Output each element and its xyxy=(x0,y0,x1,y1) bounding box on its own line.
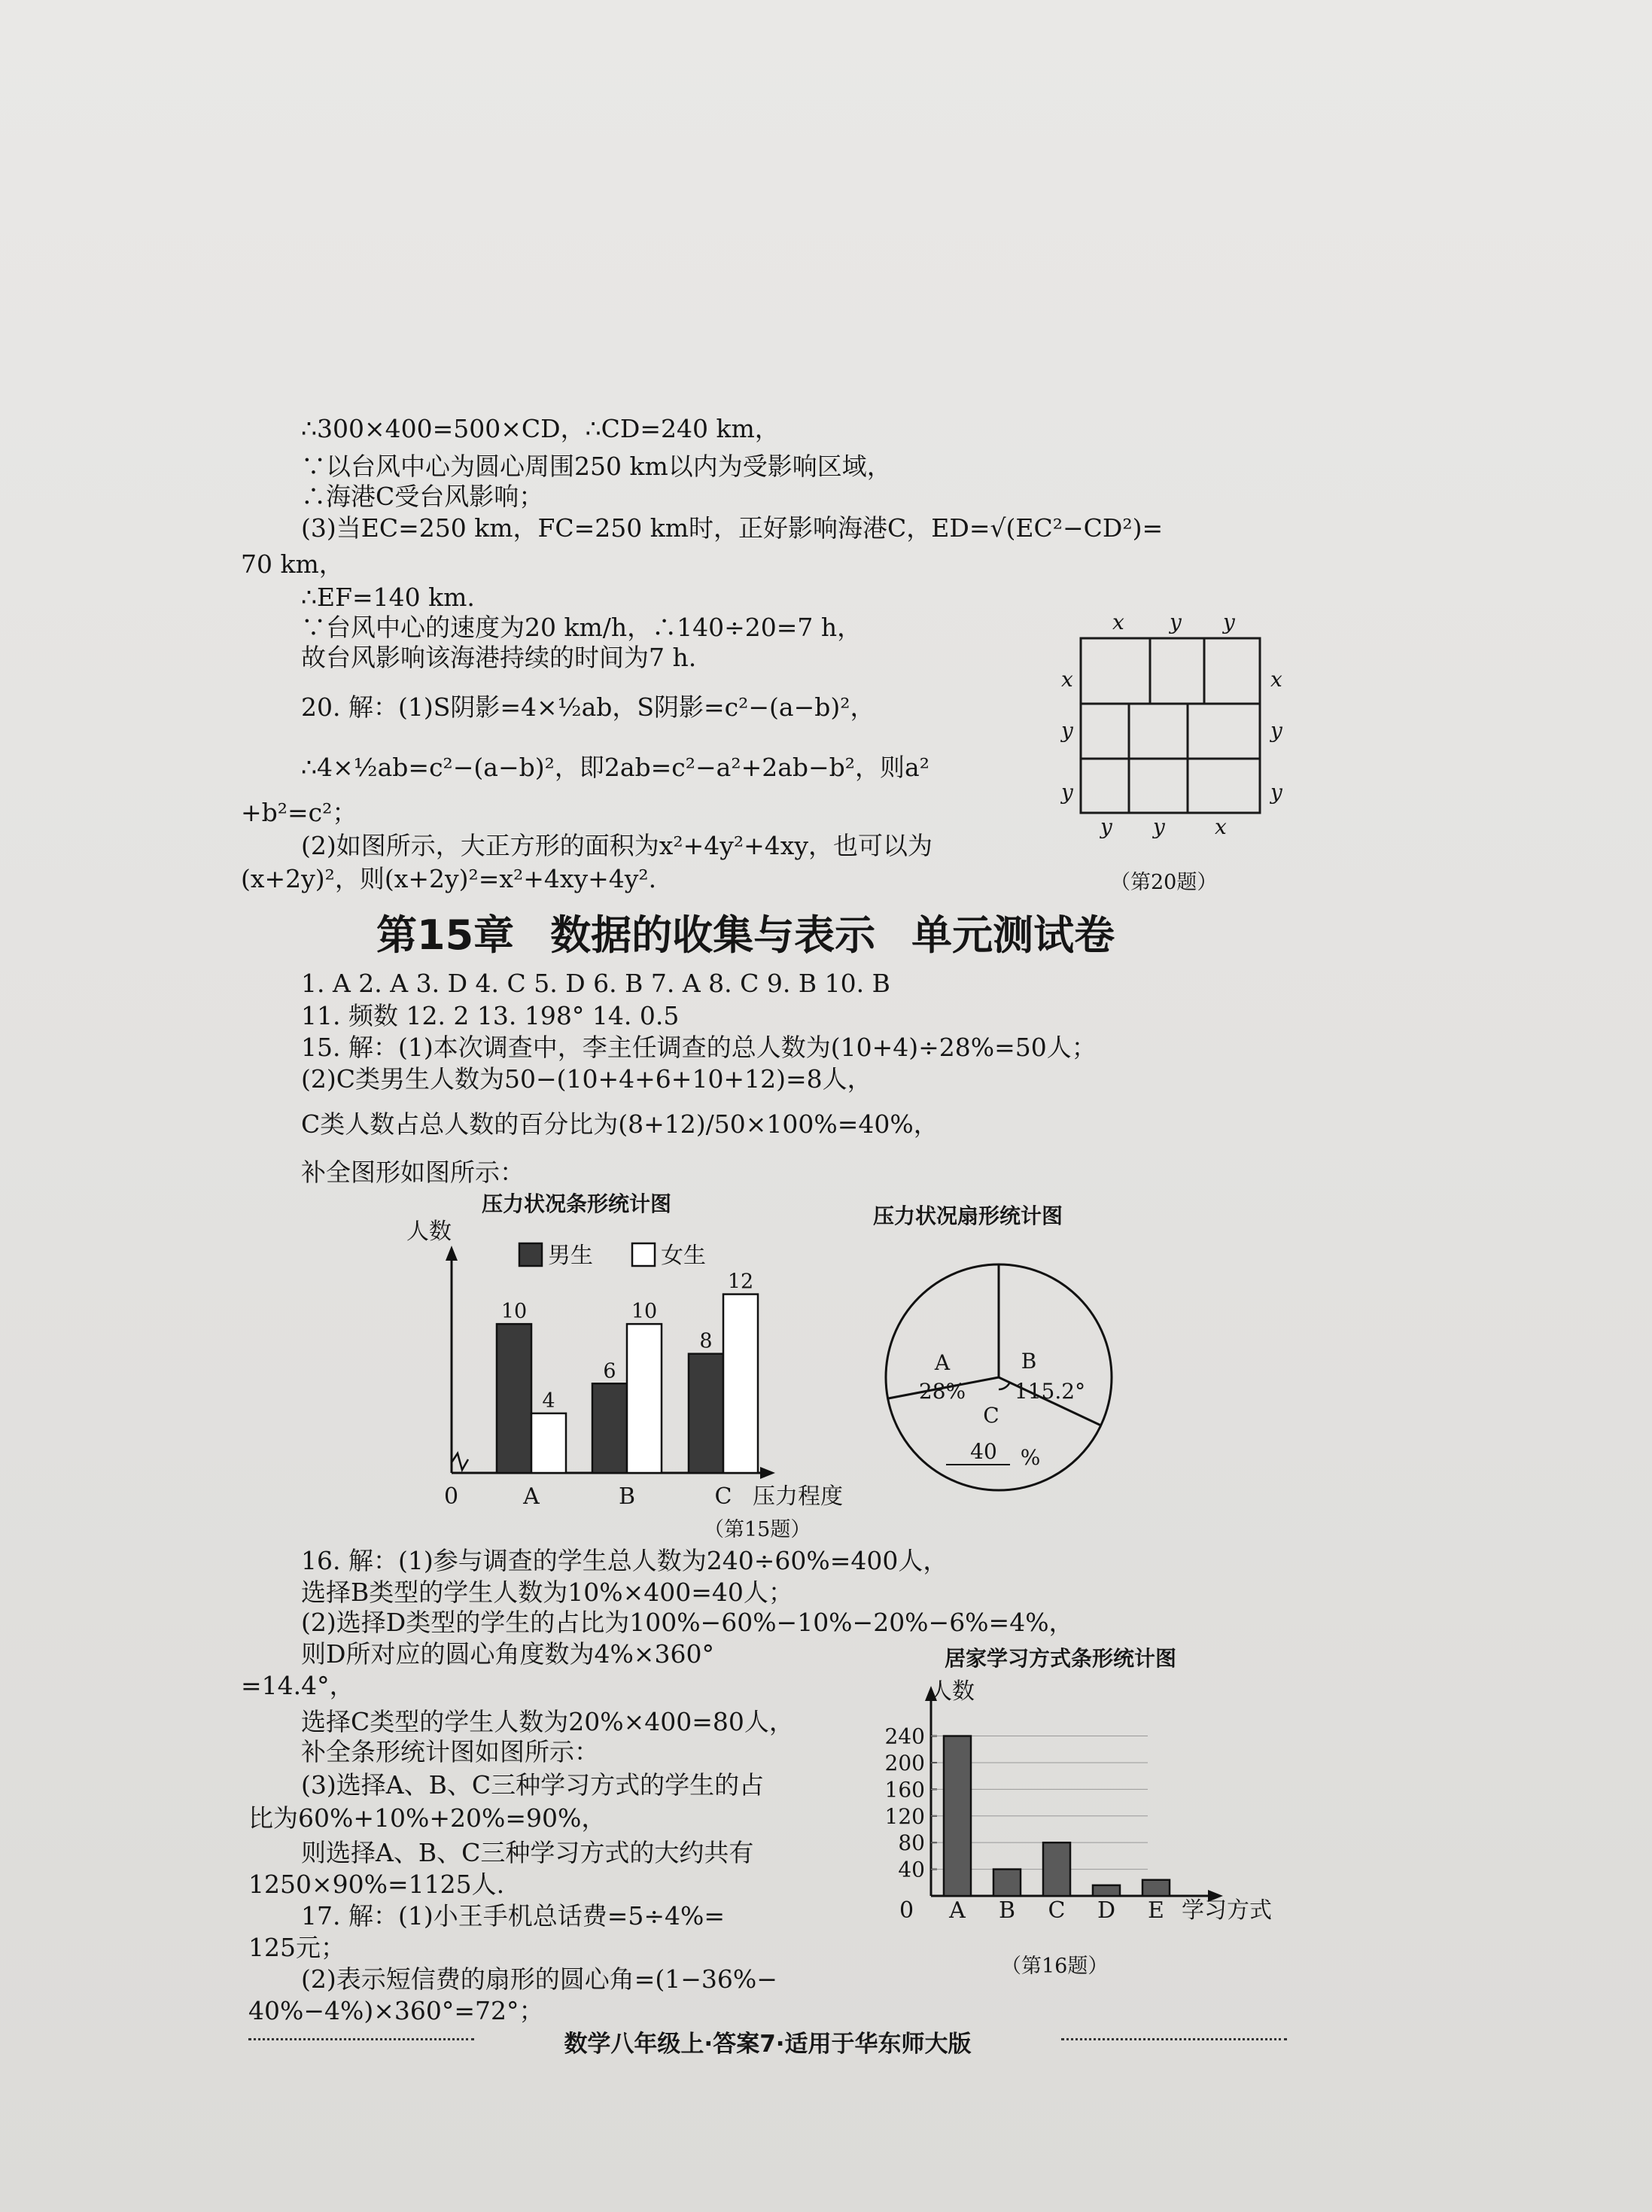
x-axis-arrow xyxy=(760,1467,775,1479)
text-line: 125元； xyxy=(248,1933,345,1962)
grid-label: x xyxy=(1061,667,1073,692)
chapter-title xyxy=(376,903,1151,961)
grid-label: y xyxy=(1270,780,1282,805)
y-tick-label: 200 xyxy=(884,1750,925,1775)
category-label: B xyxy=(618,1483,636,1510)
answer-line: 1. A 2. A 3. D 4. C 5. D 6. B 7. A 8. C 9. B 10. B xyxy=(301,969,890,998)
text-line: 补全条形统计图如图所示： xyxy=(301,1737,599,1766)
pie-slice-label: B xyxy=(1021,1349,1037,1374)
bar-value-label: 10 xyxy=(631,1300,658,1324)
y-tick-label: 80 xyxy=(898,1830,925,1856)
bar-value-label: 10 xyxy=(500,1300,528,1324)
text-line: ∵以台风中心为圆心周围250 km以内为受影响区域， xyxy=(301,452,892,481)
text-line: 补全图形如图所示： xyxy=(301,1158,525,1187)
grid-label: y xyxy=(1153,814,1165,839)
text-line: 40%−4%)×360°=72°； xyxy=(248,1996,544,2025)
origin-label: 0 xyxy=(444,1483,459,1510)
text-line: (3)当EC=250 km，FC=250 km时，正好影响海港C，ED=√(EC²−CD²)= xyxy=(301,513,1164,543)
text-line: 15. 解：(1)本次调查中，李主任调查的总人数为(10+4)÷28%=50人； xyxy=(301,1033,1097,1062)
text-line: 比为60%+10%+20%=90%， xyxy=(248,1803,607,1833)
figure-caption: （第16题） xyxy=(1001,1955,1109,1978)
pie-slice-label: A xyxy=(934,1350,951,1375)
text-line: ∴4×½ab=c²−(a−b)²，即2ab=c²−a²+2ab−b²，则a² xyxy=(301,753,929,782)
top-labels xyxy=(1060,610,1283,839)
grid-label: x xyxy=(1270,667,1282,692)
pie-slice-value: 115.2° xyxy=(1014,1379,1086,1404)
text-line: 则选择A、B、C三种学习方式的大约共有 xyxy=(301,1838,754,1867)
footer-text: 数学八年级上·答案7·适用于华东师大版 xyxy=(564,2031,972,2058)
category-label: D xyxy=(1097,1897,1116,1924)
bar xyxy=(1142,1880,1170,1896)
square-grid-figure xyxy=(1054,602,1302,866)
legend-swatch xyxy=(519,1243,542,1266)
figure-caption: （第15题） xyxy=(704,1518,811,1541)
text-line: =14.4°， xyxy=(241,1671,354,1700)
chapter-subtitle: 单元测试卷 xyxy=(911,911,1115,959)
bar xyxy=(689,1354,723,1473)
chart-title: 压力状况扇形统计图 xyxy=(873,1203,1063,1228)
text-line: C类人数占总人数的百分比为(8+12)/50×100%=40%， xyxy=(301,1109,939,1139)
text-line: ∴EF=140 km. xyxy=(301,583,475,612)
text-line: 故台风影响该海港持续的时间为7 h. xyxy=(301,643,697,672)
legend-label: 男生 xyxy=(548,1243,593,1269)
bar xyxy=(1043,1842,1070,1896)
grid-label: y xyxy=(1223,610,1235,634)
bar xyxy=(993,1870,1021,1896)
y-tick-label: 40 xyxy=(898,1857,925,1882)
category-label: A xyxy=(523,1483,540,1510)
bar xyxy=(723,1295,758,1473)
pie-slice-value: 28% xyxy=(918,1379,966,1404)
category-label: E xyxy=(1148,1897,1164,1924)
text-line: (3)选择A、B、C三种学习方式的学生的占 xyxy=(301,1770,765,1800)
text-line: 70 km， xyxy=(241,549,344,579)
figure-caption: （第20题） xyxy=(1110,871,1218,894)
pie-slice-value: 40 xyxy=(970,1439,997,1464)
pie-slice-label: C xyxy=(983,1403,999,1428)
bar xyxy=(1093,1885,1120,1896)
bar xyxy=(497,1324,531,1473)
pressure-bar-chart xyxy=(406,1219,873,1535)
y-tick-label: 160 xyxy=(884,1777,925,1803)
legend-label: 女生 xyxy=(661,1243,706,1269)
y-axis-label: 人数 xyxy=(406,1219,452,1245)
text-line: ∴海港C受台风影响； xyxy=(301,482,544,511)
grid-label: y xyxy=(1170,610,1182,634)
bar-value-label: 4 xyxy=(542,1389,555,1413)
pressure-pie-chart xyxy=(873,1249,1159,1505)
y-tick-label: 120 xyxy=(884,1803,925,1829)
y-axis-arrow xyxy=(446,1246,458,1261)
footer-divider xyxy=(248,2038,474,2040)
text-line: ∵台风中心的速度为20 km/h，∴140÷20=7 h， xyxy=(301,613,863,642)
chart-title: 居家学习方式条形统计图 xyxy=(945,1646,1177,1671)
study-method-bar-chart xyxy=(877,1678,1298,1942)
category-label: A xyxy=(949,1897,966,1924)
x-axis-label: 压力程度 xyxy=(753,1483,843,1510)
category-label: C xyxy=(714,1483,732,1510)
grid-label: y xyxy=(1270,718,1282,743)
chapter-name: 数据的收集与表示 xyxy=(550,911,876,959)
bar-value-label: 6 xyxy=(603,1359,616,1383)
bar-value-label: 12 xyxy=(727,1270,754,1294)
grid-label: x xyxy=(1215,814,1227,839)
text-line: (2)如图所示，大正方形的面积为x²+4y²+4xy，也可以为 xyxy=(301,831,933,860)
bar xyxy=(627,1324,662,1473)
page-footer xyxy=(248,2025,1287,2058)
category-label: B xyxy=(998,1897,1016,1924)
bar xyxy=(944,1736,971,1896)
text-line: 则D所对应的圆心角度数为4%×360° xyxy=(301,1639,714,1669)
text-line: +b²=c²； xyxy=(241,798,357,827)
angle-arc xyxy=(999,1383,1009,1389)
text-line: 20. 解：(1)S阴影=4×½ab，S阴影=c²−(a−b)²， xyxy=(301,692,875,722)
text-line: 17. 解：(1)小王手机总话费=5÷4%= xyxy=(301,1901,726,1931)
text-line: 选择B类型的学生人数为10%×400=40人； xyxy=(301,1578,793,1607)
text-line: (x+2y)²，则(x+2y)²=x²+4xy+4y². xyxy=(241,864,657,893)
grid-label: x xyxy=(1112,610,1124,634)
text-line: (2)表示短信费的扇形的圆心角=(1−36%− xyxy=(301,1964,777,1994)
origin-label: 0 xyxy=(899,1897,914,1924)
x-axis-label: 学习方式 xyxy=(1182,1897,1272,1924)
chart-title: 压力状况条形统计图 xyxy=(482,1191,672,1216)
text-line: (2)C类男生人数为50−(10+4+6+10+12)=8人， xyxy=(301,1064,872,1094)
grid-label: y xyxy=(1061,780,1073,805)
percent-suffix: % xyxy=(1020,1445,1041,1470)
text-line: 16. 解：(1)参与调查的学生总人数为240÷60%=400人， xyxy=(301,1546,948,1575)
bar xyxy=(592,1383,627,1473)
axis-break xyxy=(452,1453,468,1470)
legend-swatch xyxy=(632,1243,655,1266)
text-line: 选择C类型的学生人数为20%×400=80人， xyxy=(301,1707,794,1736)
grid-label: y xyxy=(1100,814,1112,839)
category-label: C xyxy=(1048,1897,1066,1924)
bar-value-label: 8 xyxy=(699,1329,713,1353)
chapter-number: 第15章 xyxy=(376,911,515,959)
answer-line: 11. 频数 12. 2 13. 198° 14. 0.5 xyxy=(301,1001,680,1030)
text-line: (2)选择D类型的学生的占比为100%−60%−10%−20%−6%=4%， xyxy=(301,1608,1074,1637)
y-axis-label: 人数 xyxy=(929,1678,975,1705)
bar xyxy=(531,1413,566,1473)
footer-divider xyxy=(1061,2038,1287,2040)
text-line: 1250×90%=1125人. xyxy=(248,1870,505,1899)
y-tick-label: 240 xyxy=(884,1724,925,1749)
text-line: ∴300×400=500×CD，∴CD=240 km， xyxy=(301,414,780,443)
grid-label: y xyxy=(1061,718,1073,743)
